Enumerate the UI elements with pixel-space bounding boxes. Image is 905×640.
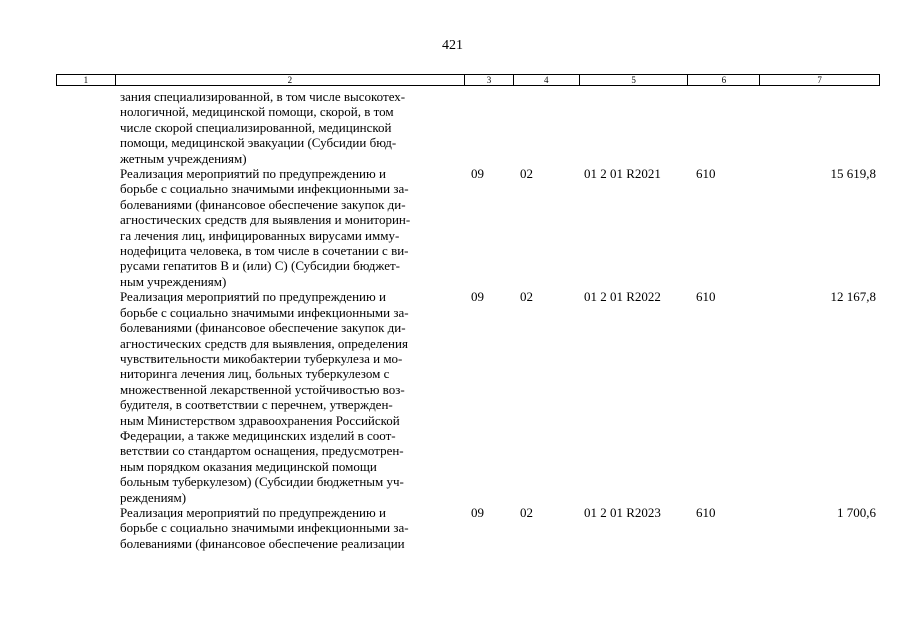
- expense-type-cell: 610: [696, 504, 716, 520]
- description-line: Реализация мероприятий по предупреждению и: [120, 504, 386, 520]
- page-number: 421: [442, 38, 463, 53]
- column-header-2: 2: [116, 75, 465, 85]
- description-line: нологичной, медицинской помощи, скорой, в том: [120, 104, 394, 120]
- description-cell: [115, 289, 465, 505]
- description-cell: [115, 166, 465, 289]
- description-line: числе скорой специализированной, медицинской: [120, 119, 392, 135]
- description-line: борьбе с социально значимыми инфекционными за-: [120, 181, 409, 197]
- description-line: болеваниями (финансовое обеспечение закупок ди-: [120, 320, 406, 336]
- description-line: борьбе с социально значимыми инфекционными за-: [120, 304, 409, 320]
- description-line: нодефицита человека, в том числе в сочетании с ви-: [120, 243, 409, 259]
- description-line: множественной лекарственной устойчивостью воз-: [120, 381, 405, 397]
- description-line: болеваниями (финансовое обеспечение реализации: [120, 535, 405, 551]
- description-line: больным туберкулезом) (Субсидии бюджетным уч-: [120, 474, 404, 490]
- table-row: [56, 166, 880, 289]
- table-body: [56, 89, 880, 551]
- table-row: [56, 89, 880, 166]
- description-line: ным учреждениям): [120, 273, 227, 289]
- description-line: агностических средств для выявления и мониторин-: [120, 212, 411, 228]
- amount-cell: 15 619,8: [830, 166, 876, 182]
- target-article-cell: 01 2 01 R2021: [584, 166, 661, 182]
- expense-type-cell: 610: [696, 289, 716, 305]
- column-header-1: 1: [57, 75, 116, 85]
- description-line: жетным учреждениям): [120, 150, 247, 166]
- description-line: Федерации, а также медицинских изделий в соот-: [120, 427, 396, 443]
- description-line: ным Министерством здравоохранения Российской: [120, 412, 400, 428]
- description-line: Реализация мероприятий по предупреждению и: [120, 166, 386, 182]
- description-line: борьбе с социально значимыми инфекционными за-: [120, 520, 409, 536]
- amount-cell: 1 700,6: [837, 504, 876, 520]
- table-row: [56, 505, 880, 551]
- description-line: зания специализированной, в том числе высокотех-: [120, 89, 406, 104]
- description-cell: [115, 505, 465, 551]
- description-line: помощи, медицинской эвакуации (Субсидии бюд-: [120, 135, 397, 151]
- description-line: болеваниями (финансовое обеспечение закупок ди-: [120, 196, 406, 212]
- target-article-cell: 01 2 01 R2022: [584, 289, 661, 305]
- amount-cell: 12 167,8: [830, 289, 876, 305]
- description-line: Реализация мероприятий по предупреждению и: [120, 289, 386, 305]
- description-line: ниторинга лечения лиц, больных туберкулезом с: [120, 366, 390, 382]
- column-header-7: 7: [817, 75, 822, 85]
- column-header-5: 5: [580, 75, 689, 85]
- description-line: чувствительности микобактерии туберкулеза и мо-: [120, 350, 403, 366]
- section-cell: 09: [471, 504, 484, 520]
- column-header-3: 3: [465, 75, 514, 85]
- section-cell: 09: [471, 289, 484, 305]
- subsection-cell: 02: [520, 504, 533, 520]
- description-line: будителя, в соответствии с перечнем, утвержден-: [120, 397, 393, 413]
- description-line: русами гепатитов В и (или) С) (Субсидии бюджет-: [120, 258, 401, 274]
- description-line: ным порядком оказания медицинской помощи: [120, 458, 377, 474]
- table-header-row: [56, 74, 880, 86]
- column-header-6: 6: [688, 75, 760, 85]
- description-cell: [115, 89, 465, 166]
- subsection-cell: 02: [520, 166, 533, 182]
- subsection-cell: 02: [520, 289, 533, 305]
- description-line: га лечения лиц, инфицированных вирусами имму-: [120, 227, 400, 243]
- table-row: [56, 289, 880, 505]
- description-line: агностических средств для выявления, определения: [120, 335, 408, 351]
- expense-type-cell: 610: [696, 166, 716, 182]
- section-cell: 09: [471, 166, 484, 182]
- description-line: реждениям): [120, 489, 187, 505]
- target-article-cell: 01 2 01 R2023: [584, 504, 661, 520]
- column-header-4: 4: [514, 75, 580, 85]
- description-line: ветствии со стандартом оснащения, предусмотрен-: [120, 443, 404, 459]
